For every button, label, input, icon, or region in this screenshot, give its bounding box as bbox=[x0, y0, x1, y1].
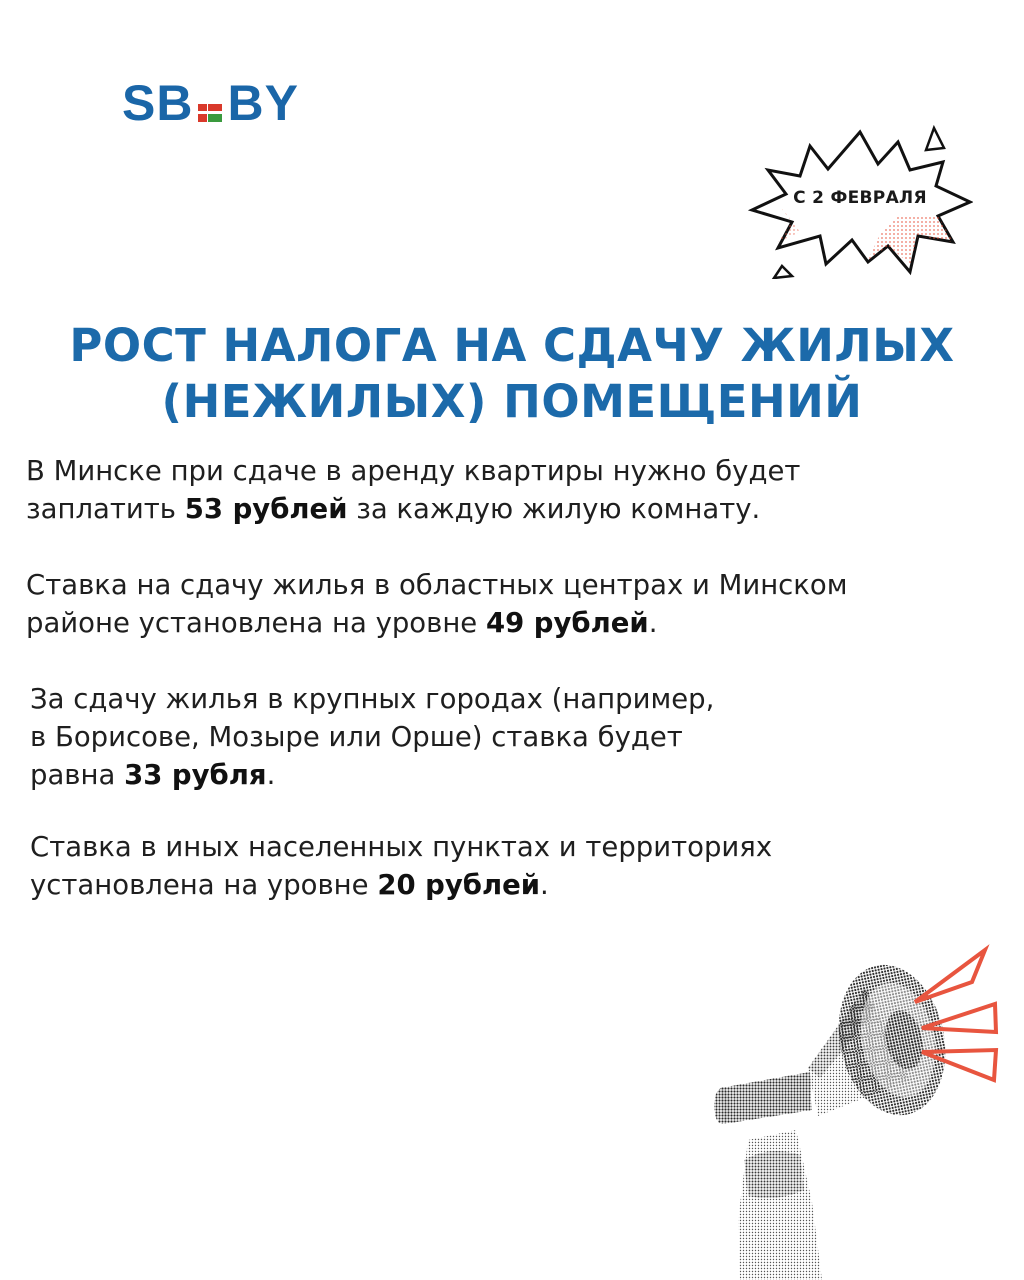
paragraph-large-cities bbox=[30, 680, 714, 794]
paragraph-line bbox=[30, 866, 772, 904]
title-line-1: РОСТ НАЛОГА НА СДАЧУ ЖИЛЫХ bbox=[69, 319, 955, 372]
paragraph-regional-centers bbox=[26, 566, 847, 642]
text-segment: . bbox=[648, 607, 658, 639]
text-segment: . bbox=[540, 869, 549, 901]
rate-highlight: 53 рублей bbox=[184, 493, 348, 525]
rate-highlight: 20 рублей bbox=[377, 869, 541, 901]
paragraph-line: Ставка в иных населенных пунктах и территориях bbox=[30, 831, 773, 863]
title-line-2: (НЕЖИЛЫХ) ПОМЕЩЕНИЙ bbox=[161, 375, 863, 428]
text-segment: . bbox=[266, 759, 276, 791]
paragraph-line bbox=[30, 756, 714, 794]
paragraph-line: в Борисове, Мозыре или Орше) ставка будет bbox=[30, 721, 683, 753]
flag-icon bbox=[198, 82, 222, 124]
paragraph-line: В Минске при сдаче в аренду квартиры нужно будет bbox=[26, 455, 801, 487]
sb-by-logo[interactable] bbox=[122, 76, 299, 130]
text-segment: за каждую жилую комнату. bbox=[347, 493, 761, 525]
paragraph-line bbox=[26, 490, 800, 528]
logo-left-text: SB bbox=[122, 75, 194, 131]
rate-highlight: 33 рубля bbox=[124, 759, 267, 791]
text-segment: равна bbox=[30, 759, 125, 791]
megaphone-icon bbox=[700, 940, 1010, 1280]
paragraph-line bbox=[26, 604, 847, 642]
paragraph-other-settlements bbox=[30, 828, 772, 904]
text-segment: установлена на уровне bbox=[30, 869, 378, 901]
date-badge-label: С 2 ФЕВРАЛЯ bbox=[793, 188, 927, 208]
paragraph-line: За сдачу жилья в крупных городах (например, bbox=[30, 683, 715, 715]
logo-right-text: BY bbox=[227, 75, 299, 131]
paragraph-line: Ставка на сдачу жилья в областных центрах и Минском bbox=[26, 569, 848, 601]
rate-highlight: 49 рублей bbox=[485, 607, 649, 639]
page-title bbox=[30, 318, 994, 430]
text-segment: заплатить bbox=[26, 493, 185, 525]
paragraph-minsk bbox=[26, 452, 800, 528]
text-segment: районе установлена на уровне bbox=[26, 607, 486, 639]
